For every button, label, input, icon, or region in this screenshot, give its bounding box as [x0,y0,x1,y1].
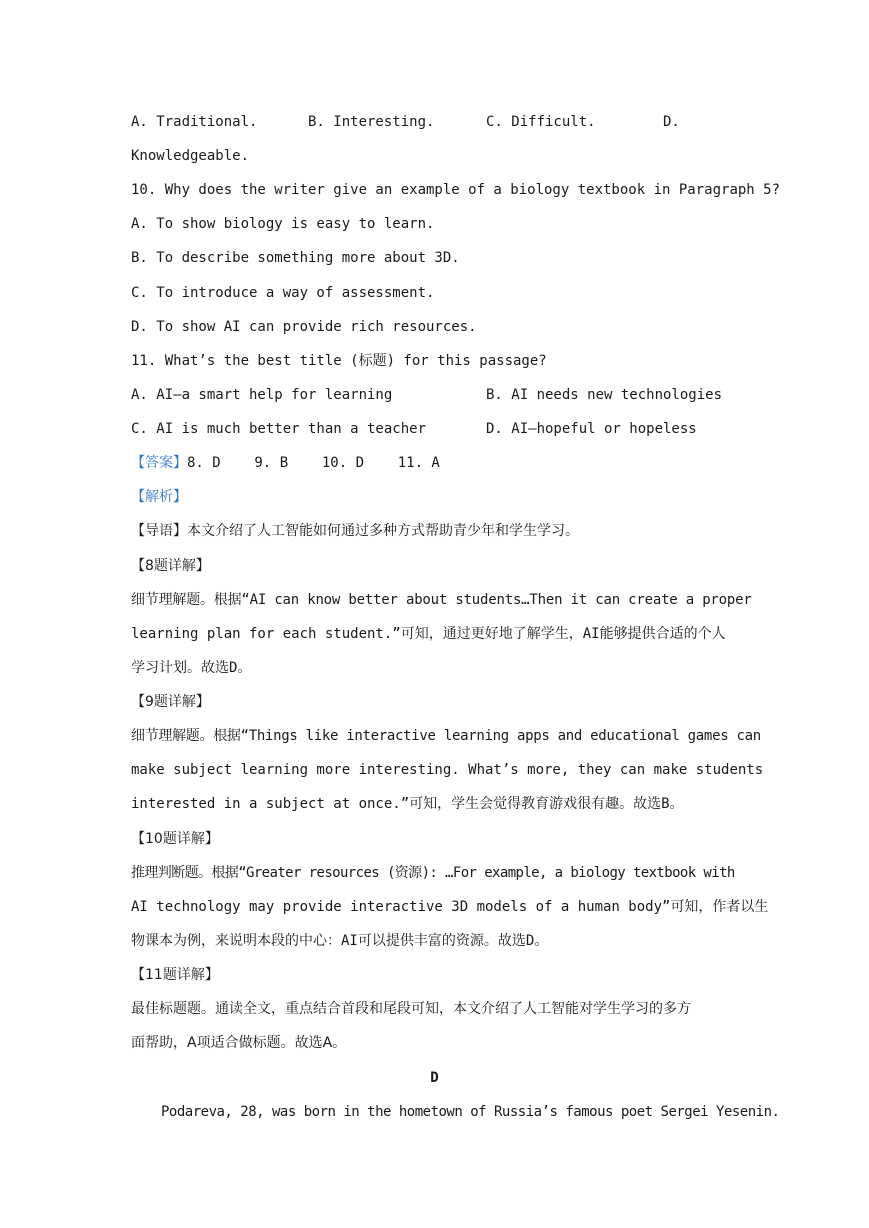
q9-detail-line1: 细节理解题。根据“Things like interactive learning apps and educational games can [131,728,761,744]
q10-option-a: A. To show biology is easy to learn. [131,216,435,232]
q11-option-a: A. AI—a smart help for learning [131,387,393,403]
q8-detail-line1: 细节理解题。根据“AI can know better about students…Then it can create a proper [131,592,752,608]
q11-option-d: D. AI—hopeful or hopeless [486,421,697,437]
q10-detail-line1: 推理判断题。根据“Greater resources (资源): …For example, a biology textbook with [131,865,735,881]
q11-option-c: C. AI is much better than a teacher [131,421,427,437]
answer-label: 【答案】 [131,455,187,471]
q9-detail-heading: 【9题详解】 [131,694,210,710]
section-d-first-line: Podareva, 28, was born in the hometown of Russia’s famous poet Sergei Yesenin. [161,1104,780,1120]
q10-detail-line2: AI technology may provide interactive 3D models of a human body”可知，作者以生 [131,899,769,915]
q9-detail-line2: make subject learning more interesting. What’s more, they can make students [131,762,764,778]
q10-detail-line3: 物课本为例，来说明本段的中心：AI可以提供丰富的资源。故选D。 [131,933,549,949]
q11-detail-heading: 【11题详解】 [131,967,219,983]
q10-option-d: D. To show AI can provide rich resources. [131,319,477,335]
q9-option-b: B. Interesting. [308,114,435,130]
answer-text: 8. D 9. B 10. D 11. A [187,455,440,471]
q9-detail-line3: interested in a subject at once.”可知，学生会觉得教育游戏很有趣。故选B。 [131,796,684,812]
intro-text: 【导语】本文介绍了人工智能如何通过多种方式帮助青少年和学生学习。 [131,523,579,539]
q8-detail-line3: 学习计划。故选D。 [131,660,252,676]
q10-detail-heading: 【10题详解】 [131,831,219,847]
q9-option-c: C. Difficult. [486,114,596,130]
q11-detail-line1: 最佳标题题。通读全文，重点结合首段和尾段可知，本文介绍了人工智能对学生学习的多方 [131,1001,691,1017]
q10-option-b: B. To describe something more about 3D. [131,250,460,266]
q10-stem: 10. Why does the writer give an example of a biology textbook in Paragraph 5? [131,182,781,198]
analysis-label: 【解析】 [131,489,187,505]
q9-option-d-continued: Knowledgeable. [131,148,250,164]
q10-option-c: C. To introduce a way of assessment. [131,285,435,301]
answer-line [131,453,741,473]
q9-option-a: A. Traditional. [131,114,258,130]
q11-option-b: B. AI needs new technologies [486,387,723,403]
q11-detail-line2: 面帮助，A项适合做标题。故选A。 [131,1035,347,1051]
section-d-title: D [430,1070,439,1086]
q8-detail-line2: learning plan for each student.”可知，通过更好地了解学生，AI能够提供合适的个人 [131,626,726,642]
q9-option-d: D. [663,114,680,130]
q8-detail-heading: 【8题详解】 [131,558,210,574]
q11-stem: 11. What’s the best title (标题) for this passage? [131,353,547,369]
